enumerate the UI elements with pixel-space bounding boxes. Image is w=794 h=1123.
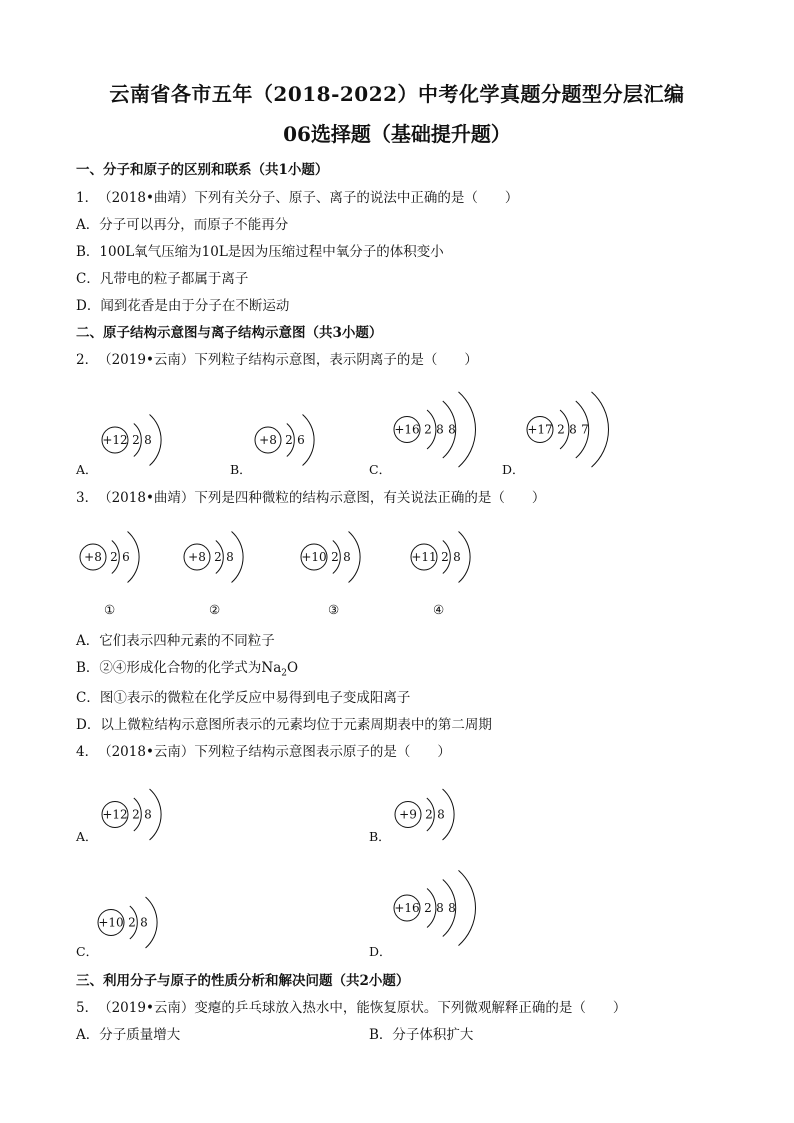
electron-count: 8 bbox=[453, 550, 461, 564]
electron-count: 2 bbox=[557, 422, 565, 437]
question-3-stem: 3． （2018•曲靖）下列是四种微粒的结构示意图，有关说法正确的是（ ） bbox=[76, 490, 546, 506]
q3-diagram-4 bbox=[409, 515, 479, 595]
nucleus-charge: +16 bbox=[394, 901, 420, 915]
nucleus-charge: +8 bbox=[188, 550, 206, 564]
question-4-stem: 4． （2018•云南）下列粒子结构示意图表示原子的是（ ） bbox=[76, 744, 451, 760]
q2-label-b: B． bbox=[230, 462, 252, 477]
electron-count: 8 bbox=[448, 422, 456, 437]
question-3-option-b: B．②④形成化合物的化学式为$Na_2O$ bbox=[76, 660, 299, 679]
electron-count: 6 bbox=[297, 433, 305, 447]
q4-diagram-d bbox=[392, 856, 492, 956]
electron-count: 8 bbox=[437, 807, 445, 822]
question-3-option-c: C．图①表示的微粒在化学反应中易得到电子变成阳离子 bbox=[76, 690, 411, 706]
q2-diagram-b bbox=[253, 398, 323, 478]
electron-count: 2 bbox=[132, 807, 140, 822]
q3-label-3: ③ bbox=[328, 602, 340, 617]
nucleus-charge: +9 bbox=[399, 807, 417, 822]
nucleus-charge: +8 bbox=[84, 550, 102, 564]
q4-diagram-b bbox=[393, 770, 473, 855]
q3-label-4: ④ bbox=[433, 602, 445, 617]
electron-count: 8 bbox=[144, 807, 152, 822]
electron-count: 8 bbox=[343, 550, 351, 564]
question-3-option-a: A．它们表示四种元素的不同粒子 bbox=[76, 633, 275, 649]
electron-count: 2 bbox=[424, 901, 432, 915]
nucleus-charge: +12 bbox=[102, 433, 128, 447]
section-heading-1: 一、分子和原子的区别和联系（共1小题） bbox=[76, 162, 329, 178]
electron-count: 2 bbox=[441, 550, 449, 564]
page-title: 云南省各市五年（2018-2022）中考化学真题分题型分层汇编 bbox=[109, 82, 685, 106]
q2-label-c: C． bbox=[369, 462, 392, 477]
electron-count: 6 bbox=[122, 550, 130, 564]
electron-shell-arc bbox=[591, 392, 608, 467]
electron-count: 2 bbox=[214, 550, 222, 564]
question-1-option-d: D．闻到花香是由于分子在不断运动 bbox=[76, 298, 290, 314]
electron-count: 2 bbox=[110, 550, 118, 564]
q4-label-a: A． bbox=[76, 829, 98, 844]
electron-count: 8 bbox=[448, 901, 456, 915]
section-heading-2: 二、原子结构示意图与离子结构示意图（共3小题） bbox=[76, 325, 383, 341]
electron-count: 8 bbox=[144, 433, 152, 447]
q4-diagram-a bbox=[100, 770, 180, 855]
nucleus-charge: +8 bbox=[259, 433, 277, 447]
q4-diagram-c bbox=[96, 878, 176, 963]
nucleus-charge: +10 bbox=[98, 915, 124, 930]
nucleus-charge: +12 bbox=[102, 807, 128, 822]
question-1-stem: 1． （2018•曲靖）下列有关分子、原子、离子的说法中正确的是（ ） bbox=[76, 190, 519, 206]
nucleus-charge: +16 bbox=[394, 422, 420, 437]
question-5-option-a: A．分子质量增大 bbox=[76, 1027, 181, 1043]
q4-label-b: B． bbox=[369, 829, 391, 844]
q3-diagram-2 bbox=[182, 515, 252, 595]
electron-count: 8 bbox=[140, 915, 148, 930]
question-2-stem: 2． （2019•云南）下列粒子结构示意图，表示阴离子的是（ ） bbox=[76, 352, 478, 368]
nucleus-charge: +10 bbox=[301, 550, 327, 564]
electron-shell-arc bbox=[458, 392, 475, 467]
electron-count: 2 bbox=[132, 433, 140, 447]
electron-count: 7 bbox=[581, 422, 589, 437]
nucleus-charge: +11 bbox=[411, 550, 437, 564]
electron-count: 8 bbox=[569, 422, 577, 437]
question-5-option-b: B．分子体积扩大 bbox=[369, 1027, 474, 1043]
question-1-option-c: C．凡带电的粒子都属于离子 bbox=[76, 271, 249, 287]
question-1-option-b: B．100L氧气压缩为10L是因为压缩过程中氧分子的体积变小 bbox=[76, 244, 444, 260]
question-3-option-d: D．以上微粒结构示意图所表示的元素均位于元素周期表中的第二周期 bbox=[76, 717, 492, 733]
q4-label-c: C． bbox=[76, 944, 99, 959]
q2-label-a: A． bbox=[76, 462, 98, 477]
q3-diagram-3 bbox=[299, 515, 369, 595]
nucleus-charge: +17 bbox=[527, 422, 553, 437]
q3-label-1: ① bbox=[104, 602, 116, 617]
section-heading-3: 三、利用分子与原子的性质分析和解决问题（共2小题） bbox=[76, 973, 410, 989]
q3-diagram-1 bbox=[78, 515, 148, 595]
electron-count: 2 bbox=[425, 807, 433, 822]
q2-diagram-a bbox=[100, 398, 170, 478]
electron-count: 2 bbox=[331, 550, 339, 564]
electron-shell-arc bbox=[458, 870, 475, 945]
q2-diagram-d bbox=[525, 380, 615, 475]
electron-count: 8 bbox=[436, 901, 444, 915]
q3-label-2: ② bbox=[209, 602, 221, 617]
electron-count: 2 bbox=[128, 915, 136, 930]
electron-count: 8 bbox=[436, 422, 444, 437]
page-subtitle: 06选择题（基础提升题） bbox=[283, 122, 511, 146]
q4-label-d: D． bbox=[369, 944, 392, 959]
electron-count: 2 bbox=[285, 433, 293, 447]
question-1-option-a: A．分子可以再分，而原子不能再分 bbox=[76, 217, 289, 233]
q2-diagram-c bbox=[392, 380, 482, 475]
q2-label-d: D． bbox=[502, 462, 525, 477]
electron-count: 8 bbox=[226, 550, 234, 564]
electron-count: 2 bbox=[424, 422, 432, 437]
question-5-stem: 5． （2019•云南）变瘪的乒乓球放入热水中，能恢复原状。下列微观解释正确的是（ ） bbox=[76, 1000, 627, 1016]
